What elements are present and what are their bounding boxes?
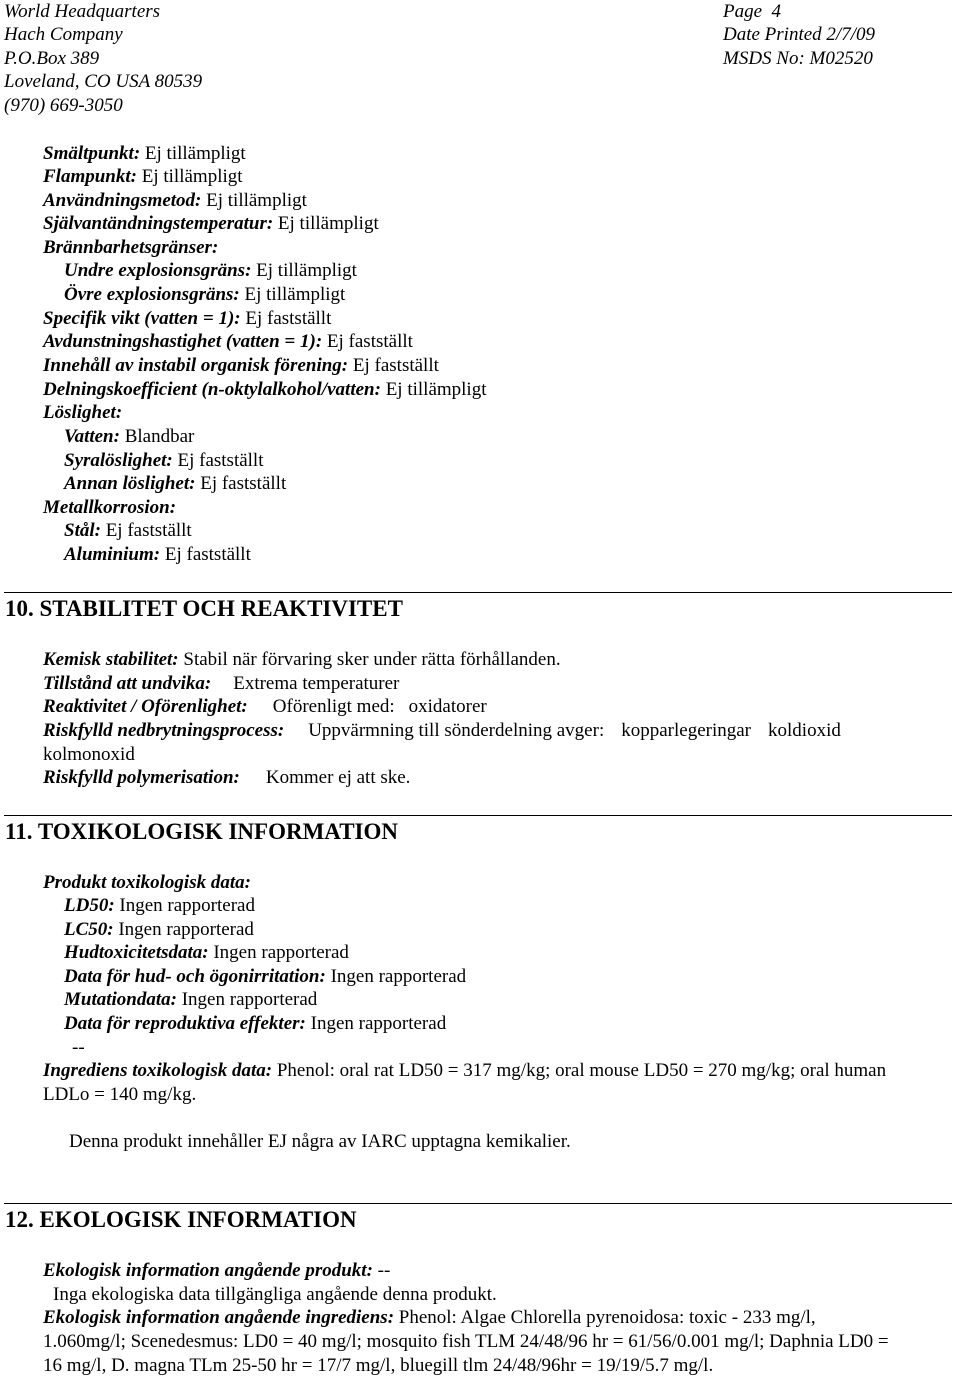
property-row: Undre explosionsgräns: Ej tillämpligt	[64, 260, 357, 281]
tox-row: Data för reproduktiva effekter: Ingen rapporterad	[64, 1013, 447, 1034]
property-row: Annan löslighet: Ej fastställt	[64, 473, 287, 494]
stability-row: Kemisk stabilitet: Stabil när förvaring sker under rätta förhållanden.	[43, 649, 561, 670]
company-line: Loveland, CO USA 80539	[4, 71, 203, 93]
page-number: Page 4	[723, 1, 782, 22]
tox-row: Mutationdata: Ingen rapporterad	[64, 989, 318, 1010]
eco-ingredient-row-continued: 1.060mg/l; Scenedesmus: LD0 = 40 mg/l; mosquito fish TLM 24/48/96 hr = 61/56/0.001 mg/l; Daphnia LD0 =	[43, 1331, 889, 1352]
property-row: Aluminium: Ej fastställt	[64, 544, 251, 565]
stability-row: Riskfylld polymerisation: Kommer ej att ske.	[43, 767, 411, 788]
tox-row: LD50: Ingen rapporterad	[64, 895, 255, 916]
stability-row: Riskfylld nedbrytningsprocess: Uppvärmning till sönderdelning avger: kopparlegeringar koldioxid	[43, 720, 841, 741]
stability-row-continued: kolmonoxid	[43, 744, 135, 765]
company-line: P.O.Box 389	[4, 47, 100, 69]
company-line: Hach Company	[4, 24, 123, 46]
tox-row: Data för hud- och ögonirritation: Ingen rapporterad	[64, 966, 467, 987]
company-line: World Headquarters	[4, 1, 161, 22]
property-row: Vatten: Blandbar	[64, 426, 195, 447]
ingredient-tox-row: Ingrediens toxikologisk data: Phenol: oral rat LD50 = 317 mg/kg; oral mouse LD50 = 270 mg/kg; oral human	[43, 1060, 887, 1081]
company-line: (970) 669-3050	[4, 94, 123, 116]
tox-row: LC50: Ingen rapporterad	[64, 919, 254, 940]
eco-product-row: Ekologisk information angående produkt: --	[43, 1260, 391, 1281]
msds-number: MSDS No: M02520	[723, 47, 873, 69]
tox-dash: --	[72, 1037, 85, 1058]
eco-ingredient-row-continued: 16 mg/l, D. magna TLm 25-50 hr = 17/7 mg/l, bluegill tlm 24/48/96hr = 19/19/5.7 mg/l.	[43, 1355, 714, 1376]
property-row: Metallkorrosion:	[43, 497, 177, 518]
stability-row: Reaktivitet / Oförenlighet: Oförenligt med: oxidatorer	[43, 696, 487, 717]
property-row: Brännbarhetsgränser:	[43, 237, 219, 258]
property-row: Specifik vikt (vatten = 1): Ej fastställt	[43, 308, 332, 329]
section-divider	[4, 815, 952, 816]
section-title-toxicology: 11. TOXIKOLOGISK INFORMATION	[5, 819, 398, 844]
stability-row: Tillstånd att undvika: Extrema temperaturer	[43, 673, 400, 694]
section-title-stability: 10. STABILITET OCH REAKTIVITET	[5, 596, 403, 621]
date-printed: Date Printed 2/7/09	[723, 24, 875, 46]
section-divider	[4, 592, 952, 593]
property-row: Smältpunkt: Ej tillämpligt	[43, 143, 246, 164]
section-title-ecology: 12. EKOLOGISK INFORMATION	[5, 1207, 357, 1232]
property-row: Syralöslighet: Ej fastställt	[64, 450, 264, 471]
company-address-block	[4, 0, 202, 117]
property-row: Användningsmetod: Ej tillämpligt	[43, 190, 307, 211]
property-row: Löslighet:	[43, 402, 123, 423]
eco-ingredient-row: Ekologisk information angående ingrediens: Phenol: Algae Chlorella pyrenoidosa: toxic - 233 mg/l,	[43, 1307, 816, 1328]
property-row: Stål: Ej fastställt	[64, 520, 192, 541]
property-row: Övre explosionsgräns: Ej tillämpligt	[64, 284, 346, 305]
iarc-statement: Denna produkt innehåller EJ några av IARC upptagna kemikalier.	[69, 1131, 571, 1152]
property-row: Delningskoefficient (n-oktylalkohol/vatten: Ej tillämpligt	[43, 379, 487, 400]
property-row: Avdunstningshastighet (vatten = 1): Ej fastställt	[43, 331, 413, 352]
ingredient-tox-row-continued: LDLo = 140 mg/kg.	[43, 1084, 197, 1105]
section-divider	[4, 1203, 952, 1204]
property-row: Självantändningstemperatur: Ej tillämpligt	[43, 213, 379, 234]
product-tox-label: Produkt toxikologisk data:	[43, 872, 251, 893]
tox-row: Hudtoxicitetsdata: Ingen rapporterad	[64, 942, 349, 963]
property-row: Flampunkt: Ej tillämpligt	[43, 166, 243, 187]
document-meta-block	[723, 0, 875, 70]
eco-no-data: Inga ekologiska data tillgängliga angående denna produkt.	[53, 1284, 497, 1305]
property-row: Innehåll av instabil organisk förening: Ej fastställt	[43, 355, 439, 376]
